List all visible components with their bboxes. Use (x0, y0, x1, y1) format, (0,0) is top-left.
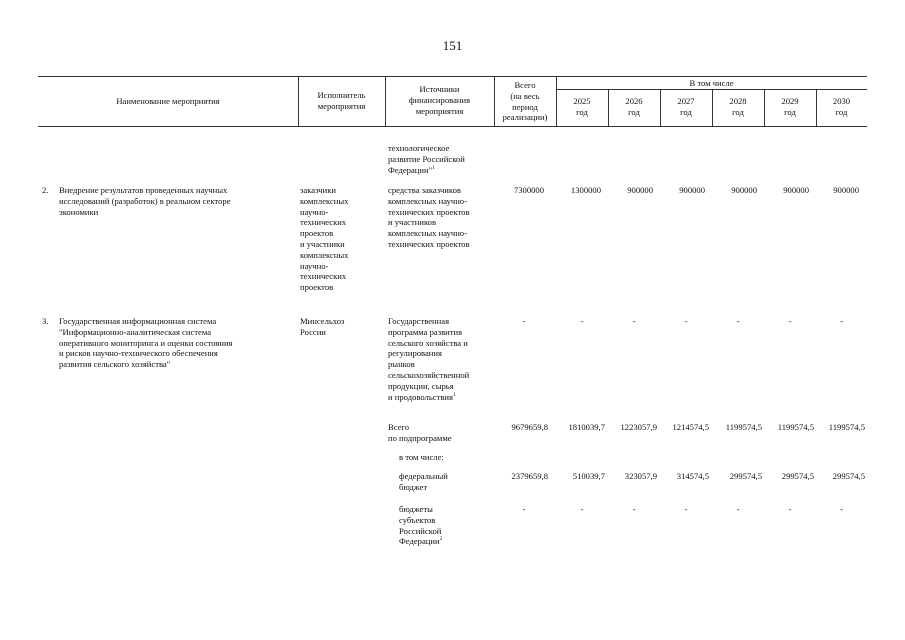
table-top-border (38, 76, 867, 77)
row3-value: - (684, 316, 688, 326)
summary-regional-value: - (632, 504, 636, 514)
row3-value: - (788, 316, 792, 326)
summary-total-value: 1199574,5 (777, 422, 814, 432)
row3-name: Государственная информационная система "Информационно-аналитическая система оперативного мониторинга и оценки состояния и рисков научно-технического обеспечения развития сельского хозяйства" (59, 316, 233, 370)
summary-regional-value: - (840, 504, 843, 514)
summary-total-value: 9679659,8 (511, 422, 548, 432)
continuation-source: технологическое развитие Российской Федерации"$^1$ (388, 143, 465, 175)
row2-executor: заказчики комплексных научно- технических проектов и участники комплексных научно- технических проектов (300, 185, 349, 293)
row3-value: - (736, 316, 740, 326)
summary-total-value: 1223057,9 (620, 422, 657, 432)
page-number: 151 (442, 38, 463, 53)
header-year: 2026 год (625, 96, 643, 117)
row2-value: 900000 (679, 185, 705, 195)
summary-federal-value: 299574,5 (729, 471, 762, 481)
summary-regional-label: бюджеты субъектов Российской Федерации$^2$ (399, 504, 443, 547)
summary-including-label: в том числе: (399, 452, 444, 462)
summary-federal-value: 299574,5 (832, 471, 865, 481)
summary-federal-value: 314574,5 (676, 471, 709, 481)
row2-source: средства заказчиков комплексных научно- технических проектов и участников комплексных научно- технических проектов (388, 185, 470, 249)
summary-regional-value: - (736, 504, 740, 514)
header-executor: Исполнитель мероприятия (317, 90, 366, 111)
row2-name: Внедрение результатов проведенных научных исследований (разработок) в реальном секторе экономики (59, 185, 231, 217)
summary-federal-label: федеральный бюджет (399, 471, 448, 492)
summary-total-label: Всего по подпрограмме (388, 422, 452, 443)
summary-total-value: 1810039,7 (568, 422, 605, 432)
row3-total: - (522, 316, 526, 326)
header-year: 2027 год (677, 96, 695, 117)
summary-regional-value: - (522, 504, 526, 514)
summary-total-value: 1214574,5 (672, 422, 709, 432)
summary-total-value: 1199574,5 (725, 422, 762, 432)
row2-total: 7300000 (513, 185, 544, 195)
summary-federal-value: 510039,7 (572, 471, 605, 481)
header-year: 2028 год (729, 96, 747, 117)
summary-regional-value: - (580, 504, 584, 514)
row2-value: 1300000 (570, 185, 601, 195)
row3-executor: Минсельхоз России (300, 316, 345, 337)
header-year: 2029 год (781, 96, 799, 117)
summary-federal-value: 323057,9 (624, 471, 657, 481)
header-including: В том числе (689, 78, 734, 88)
row3-source: Государственная программа развития сельского хозяйства и регулирования рынков сельскохозяйственной продукции, сырья и продовольствия$^1$ (388, 316, 470, 402)
header-name: Наименование мероприятия (116, 96, 220, 106)
row3-value: - (840, 316, 843, 326)
header-year: 2030 год (832, 96, 851, 117)
header-sources: Источники финансирования мероприятия (408, 84, 471, 116)
row2-value: 900000 (627, 185, 653, 195)
row3-value: - (580, 316, 584, 326)
summary-regional-value: - (788, 504, 792, 514)
summary-federal-value: 2379659,8 (511, 471, 548, 481)
summary-regional-value: - (684, 504, 688, 514)
header-total: Всего (на весь период реализации) (502, 80, 548, 123)
header-year: 2025 год (573, 96, 591, 117)
row3-value: - (632, 316, 636, 326)
row2-number: 2. (42, 185, 49, 195)
row3-number: 3. (42, 316, 49, 326)
header-bottom-border (38, 126, 867, 127)
row2-value: 900000 (731, 185, 757, 195)
summary-federal-value: 299574,5 (781, 471, 814, 481)
summary-total-value: 1199574,5 (828, 422, 865, 432)
row2-value: 900000 (833, 185, 859, 195)
row2-value: 900000 (783, 185, 809, 195)
